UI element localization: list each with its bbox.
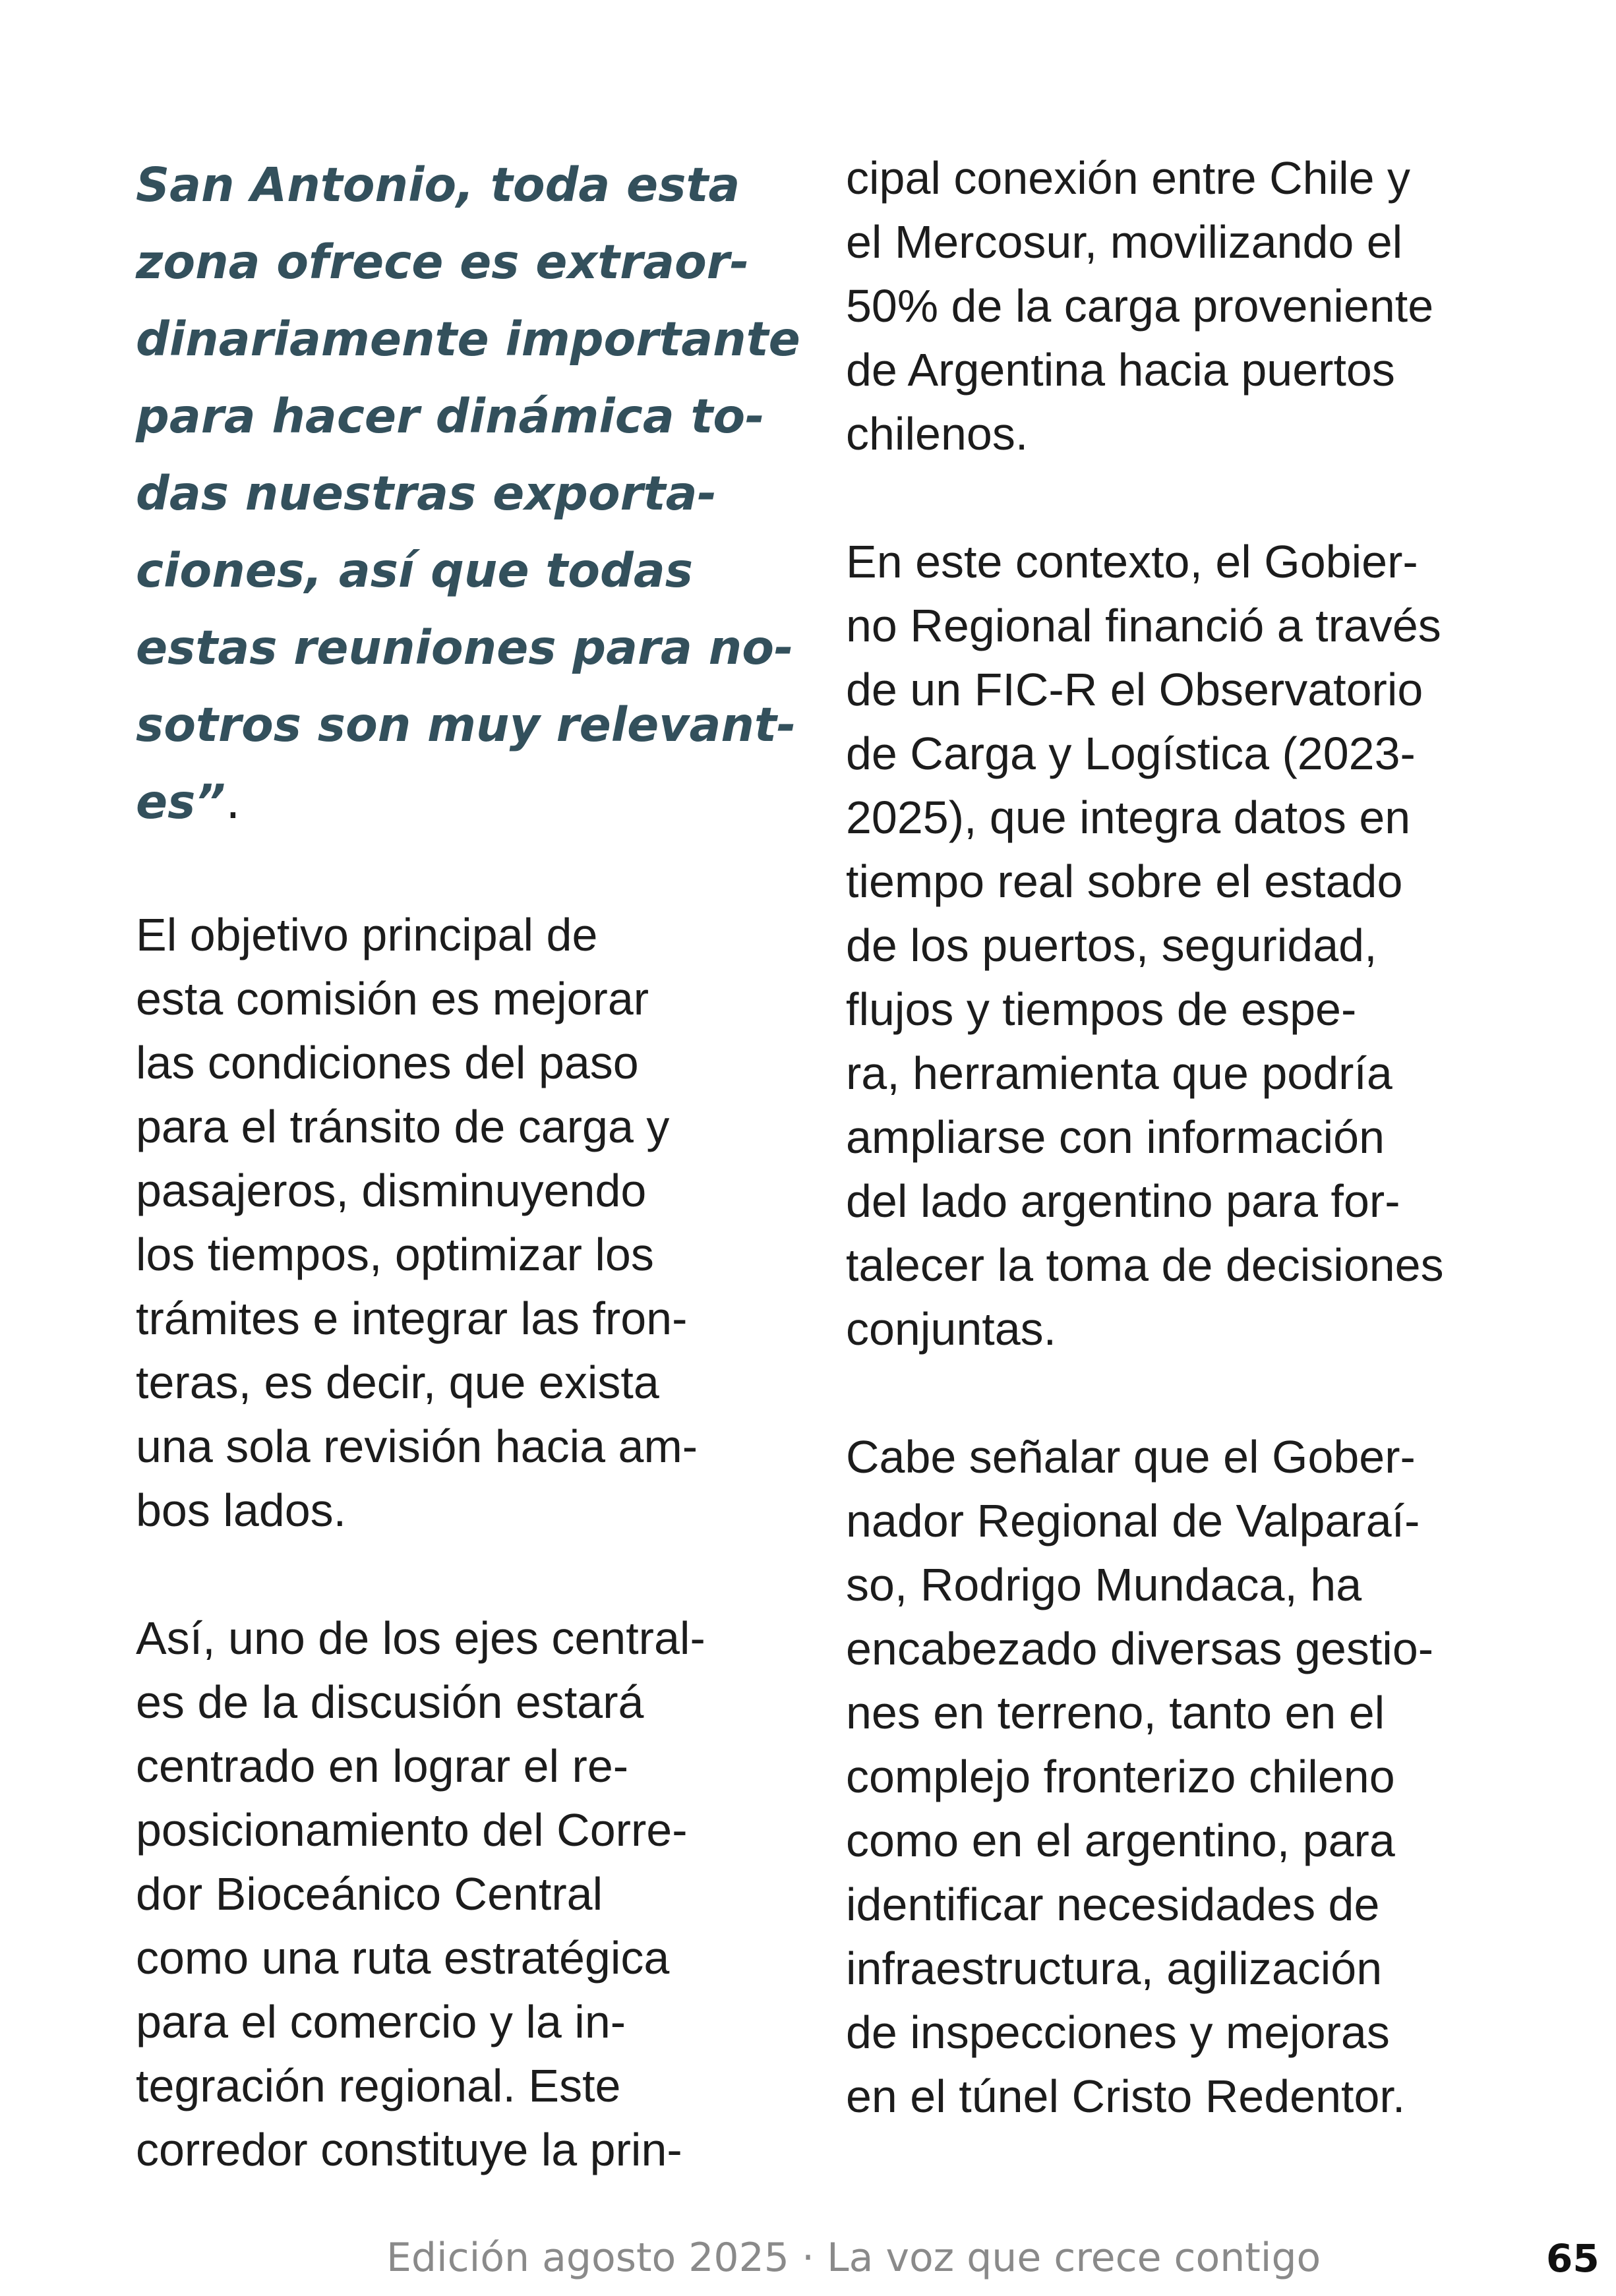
text-line: nador Regional de Valparaí- xyxy=(846,1495,1420,1546)
paragraph-conexion xyxy=(846,146,1538,466)
quote-line: das nuestras exporta- xyxy=(136,466,717,521)
text-line: conjuntas. xyxy=(846,1303,1057,1355)
text-line: corredor constituye la prin- xyxy=(136,2124,682,2175)
text-line: para el tránsito de carga y xyxy=(136,1101,670,1152)
text-line: es de la discusión estará xyxy=(136,1676,644,1728)
text-line: 50% de la carga proveniente xyxy=(846,280,1434,332)
quote-line: estas reuniones para no- xyxy=(136,620,794,675)
text-line: so, Rodrigo Mundaca, ha xyxy=(846,1559,1362,1610)
edition-footer-text: Edición agosto 2025 · La voz que crece contigo xyxy=(386,2235,1321,2281)
text-line: infraestructura, agilización xyxy=(846,1943,1383,1994)
text-line: flujos y tiempos de espe- xyxy=(846,984,1357,1035)
page-number: 65 xyxy=(1546,2236,1600,2281)
text-line: las condiciones del paso xyxy=(136,1037,639,1088)
text-line: ra, herramienta que podría xyxy=(846,1047,1392,1099)
text-line: El objetivo principal de xyxy=(136,909,598,960)
paragraph-gap xyxy=(136,1543,789,1606)
quote-line: para hacer dinámica to- xyxy=(136,389,765,444)
paragraph-observatorio xyxy=(846,530,1538,1361)
text-line: cipal conexión entre Chile y xyxy=(846,152,1411,204)
quote-line: dinariamente importante xyxy=(136,312,800,367)
paragraph-gap xyxy=(846,466,1538,530)
quote-line: sotros son muy relevant- xyxy=(136,697,796,752)
text-line: trámites e integrar las fron- xyxy=(136,1293,688,1344)
quote-closing: es” xyxy=(136,775,226,829)
text-line: 2025), que integra datos en xyxy=(846,792,1411,843)
text-line: esta comisión es mejorar xyxy=(136,973,649,1024)
text-line: el Mercosur, movilizando el xyxy=(846,216,1403,268)
text-line: centrado en lograr el re- xyxy=(136,1740,629,1792)
paragraph-objetivo xyxy=(136,903,789,1543)
text-line: En este contexto, el Gobier- xyxy=(846,536,1418,587)
paragraph-gap xyxy=(136,840,789,903)
text-line: dor Bioceánico Central xyxy=(136,1868,603,1920)
pull-quote xyxy=(136,146,800,840)
text-line: de inspecciones y mejoras xyxy=(846,2007,1390,2058)
quote-line: San Antonio, toda esta xyxy=(136,158,740,212)
text-line: complejo fronterizo chileno xyxy=(846,1751,1395,1802)
text-line: en el túnel Cristo Redentor. xyxy=(846,2071,1406,2122)
text-line: nes en terreno, tanto en el xyxy=(846,1687,1385,1738)
text-line: posicionamiento del Corre- xyxy=(136,1804,688,1856)
quote-line-last xyxy=(136,763,789,840)
paragraph-gobernador xyxy=(846,1425,1538,2129)
text-line: identificar necesidades de xyxy=(846,1879,1380,1930)
quote-line: ciones, así que todas xyxy=(136,543,694,598)
text-line: teras, es decir, que exista xyxy=(136,1357,659,1408)
text-line: pasajeros, disminuyendo xyxy=(136,1165,647,1216)
text-line: del lado argentino para for- xyxy=(846,1175,1400,1227)
text-line: tiempo real sobre el estado xyxy=(846,856,1403,907)
text-line: de Argentina hacia puertos xyxy=(846,344,1395,396)
text-line: encabezado diversas gestio- xyxy=(846,1623,1434,1674)
text-line: ampliarse con información xyxy=(846,1111,1385,1163)
text-line: para el comercio y la in- xyxy=(136,1996,626,2047)
text-line: no Regional financió a través xyxy=(846,600,1441,651)
right-column xyxy=(846,146,1538,2129)
text-line: de los puertos, seguridad, xyxy=(846,920,1377,971)
text-line: los tiempos, optimizar los xyxy=(136,1229,654,1280)
page-footer xyxy=(0,2235,1616,2287)
text-line: talecer la toma de decisiones xyxy=(846,1239,1444,1291)
paragraph-ejes-centrales xyxy=(136,1606,789,2182)
text-line: Cabe señalar que el Gober- xyxy=(846,1431,1416,1483)
text-line: como en el argentino, para xyxy=(846,1815,1395,1866)
text-line: de un FIC-R el Observatorio xyxy=(846,664,1423,715)
text-line: chilenos. xyxy=(846,408,1029,459)
paragraph-gap xyxy=(846,1361,1538,1425)
text-line: una sola revisión hacia am- xyxy=(136,1421,698,1472)
left-column xyxy=(136,146,800,2182)
text-line: bos lados. xyxy=(136,1485,347,1536)
text-line: de Carga y Logística (2023- xyxy=(846,728,1416,779)
text-line: tegración regional. Este xyxy=(136,2060,621,2111)
text-line: Así, uno de los ejes central- xyxy=(136,1612,705,1664)
quote-line: zona ofrece es extraor- xyxy=(136,235,750,289)
quote-period: . xyxy=(225,775,241,829)
text-line: como una ruta estratégica xyxy=(136,1932,670,1984)
